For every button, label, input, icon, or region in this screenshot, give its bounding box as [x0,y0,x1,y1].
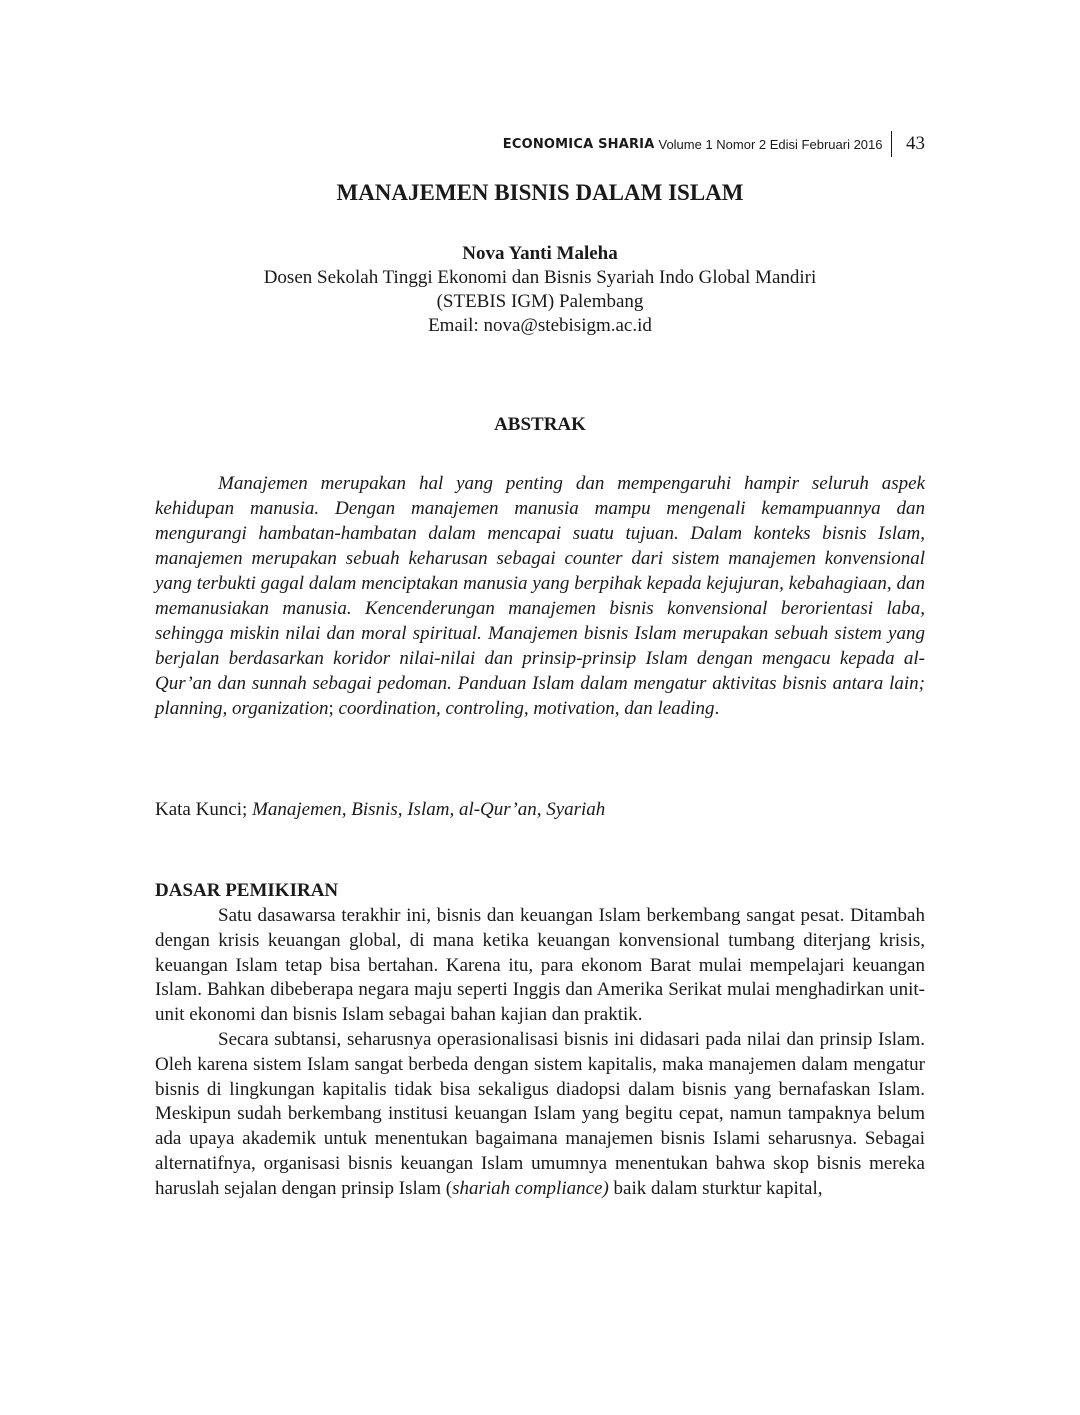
header-divider [891,131,893,157]
running-header [503,131,925,157]
section-heading: DASAR PEMIKIRAN [155,880,339,901]
author-affiliation-line2: (STEBIS IGM) Palembang [436,291,644,312]
keywords [155,797,925,822]
body-paragraph-1: Satu dasawarsa terakhir ini, bisnis dan keuangan Islam berkembang sangat pesat. Ditambah dengan krisis keuangan global, di mana ketika keuangan konvensional tumbang diterjang krisis, keuangan Islam tetap bisa bertahan. Karena itu, para ekonom Barat mulai mempelajari keuangan Islam. Bahkan dibeberapa negara maju seperti Inggis dan Amerika Serikat mulai menghadirkan unit-unit ekonomi dan bisnis Islam sebagai bahan kajian dan praktik. [155,905,925,1026]
abstract-separator-1: ; [328,698,334,719]
keywords-label: Kata Kunci; [155,799,248,820]
author-email: Email: nova@stebisigm.ac.id [428,315,652,336]
abstract-body [155,471,925,721]
keywords-values: Manajemen, Bisnis, Islam, al-Qur’an, Syariah [252,799,606,820]
paper-title: MANAJEMEN BISNIS DALAM ISLAM [336,180,744,205]
section-body [155,904,925,1202]
body-paragraph-2-text: Secara subtansi, seharusnya operasionalisasi bisnis ini didasari pada nilai dan prinsip Islam. Oleh karena sistem Islam sangat berbeda dengan sistem kapitalis, maka manajemen dalam mengatur bisnis di lingkungan kapitalis tidak bisa sekaligus diadopsi dalam bisnis yang bernafaskan Islam. Meskipun sudah berkembang institusi keuangan Islam yang begitu cepat, namun tampaknya belum ada upaya akademik untuk menentukan bagaimana manajemen bisnis Islami seharusnya. Sebagai alternatifnya, organisasi bisnis keuangan Islam umumnya menentukan bahwa skop bisnis mereka haruslah sejalan dengan prinsip Islam ( [155,1028,925,1199]
body-paragraph-2-tail: baik dalam sturktur kapital, [608,1177,823,1199]
body-paragraph-2-emphasis: shariah compliance) [452,1177,609,1199]
abstract-text-part3: dan leading [619,698,715,719]
author-name: Nova Yanti Maleha [462,243,618,264]
abstract-text-part1: Manajemen merupakan hal yang penting dan mempengaruhi hampir seluruh aspek kehidupan manusia. Dengan manajemen manusia mampu mengenali kemampuannya dan mengurangi hambatan-hambatan dalam mencapai suatu tujuan. Dalam konteks bisnis Islam, manajemen merupakan sebuah keharusan sebagai counter dari sistem manajemen konvensional yang terbukti gagal dalam menciptakan manusia yang berpihak kepada kejujuran, kebahagiaan, dan memanusiakan manusia. Kencenderungan manajemen bisnis konvensional berorientasi laba, sehingga miskin nilai dan moral spiritual. Manajemen bisnis Islam merupakan sebuah sistem yang berjalan berdasarkan koridor nilai-nilai dan prinsip-prinsip Islam dengan mengacu kepada al-Qur’an dan sunnah sebagai pedoman. Panduan Islam dalam mengatur aktivitas bisnis antara lain; planning, organization [155,473,925,719]
abstract-text-part2: coordination, controling, motivation [333,698,615,719]
body-paragraph-2 [155,1028,925,1202]
abstract-heading: ABSTRAK [494,414,586,435]
abstract-separator-2: , [614,698,620,719]
abstract-separator-3: . [714,698,720,719]
author-block [0,242,1080,338]
issue-info: Volume 1 Nomor 2 Edisi Februari 2016 [658,136,883,152]
journal-name: ECONOMICA SHARIA [502,136,655,152]
author-affiliation-line1: Dosen Sekolah Tinggi Ekonomi dan Bisnis Syariah Indo Global Mandiri [263,267,817,288]
page-number: 43 [906,133,925,154]
